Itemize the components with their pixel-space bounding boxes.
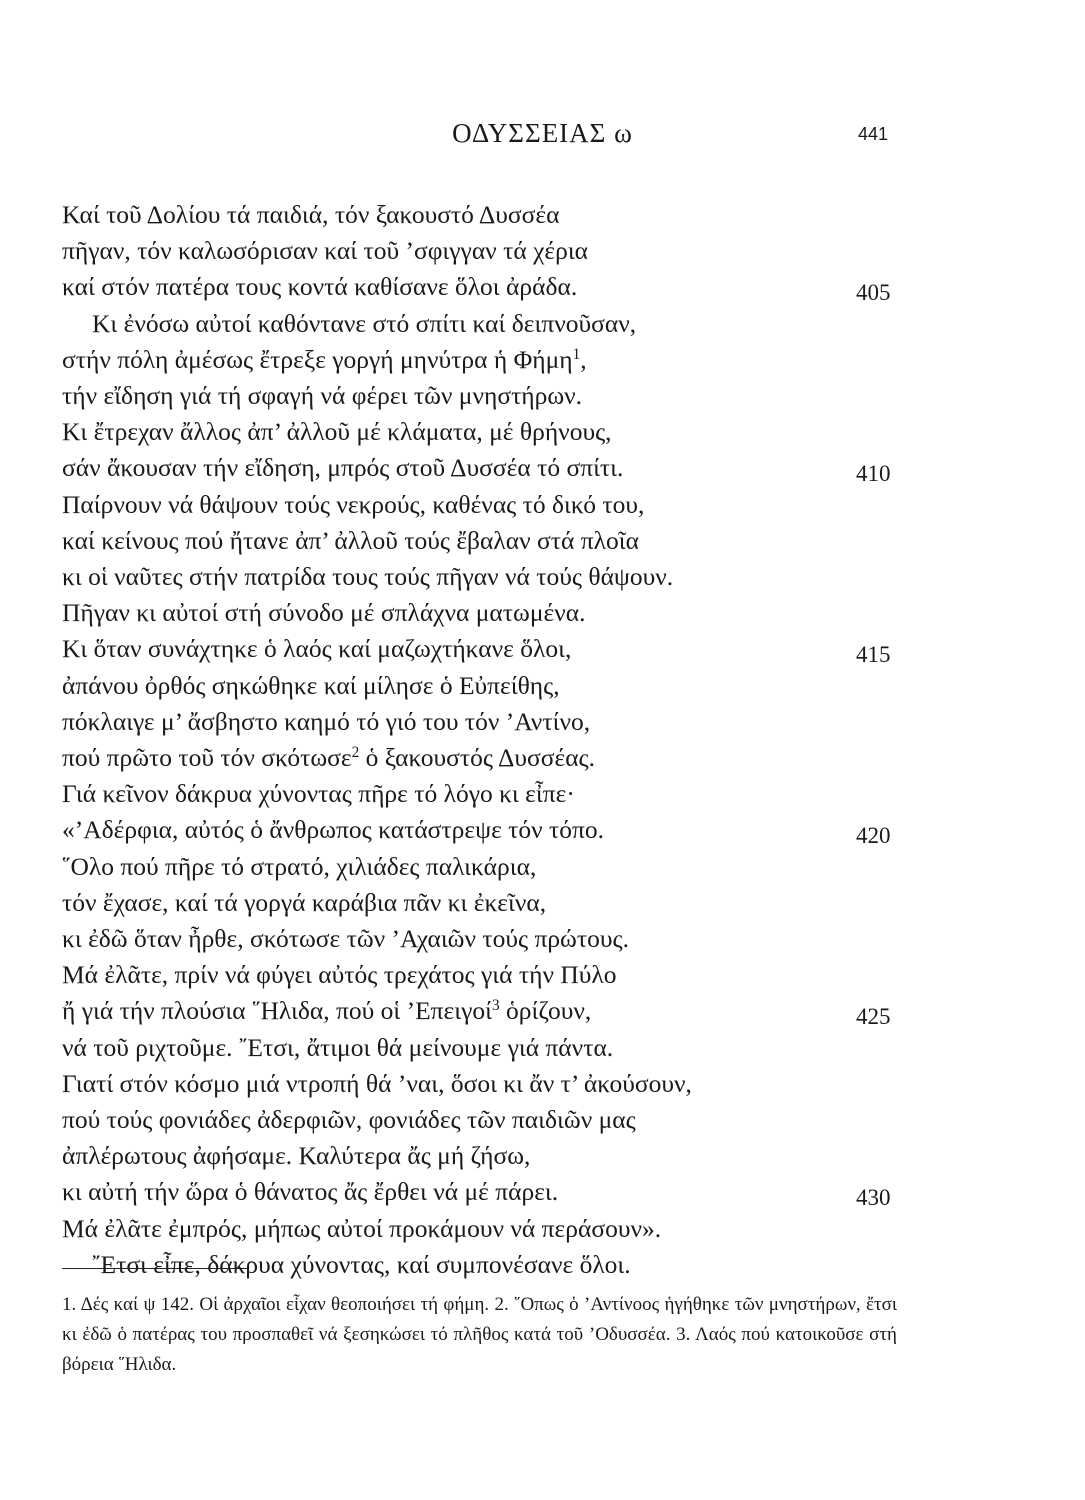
verse-line: [0, 306, 1085, 342]
verse-line: [0, 1211, 1085, 1247]
verse-text: [62, 269, 577, 305]
verse-line: [0, 414, 1085, 450]
line-number: 420: [856, 823, 891, 849]
verse-text: [62, 487, 644, 523]
verse-line: [0, 921, 1085, 957]
verse-text: [62, 740, 595, 776]
verse-main-text: ἤ γιά τήν πλούσια ῞Ηλιδα, πού οἱ ’Επειγοί: [62, 996, 492, 1026]
verse-text: [62, 849, 536, 885]
verse-continuation: ὁρίζουν,: [499, 996, 592, 1026]
verse-main-text: κι ἐδῶ ὅταν ἦρθε, σκότωσε τῶν ’Αχαιῶν τούς πρώτους.: [62, 924, 629, 953]
verse-line: [0, 668, 1085, 704]
verse-line: [0, 197, 1085, 233]
verse-text: [92, 306, 636, 342]
verse-text: [62, 1138, 530, 1174]
footnote-marker: 1: [572, 345, 581, 363]
verse-text: [62, 450, 623, 486]
footnote-marker: 2: [351, 743, 360, 761]
verse-line: [0, 1247, 1085, 1283]
verse-text: [62, 378, 582, 414]
verse-line: [0, 487, 1085, 523]
verse-main-text: καί στόν πατέρα τους κοντά καθίσανε ὅλοι ἀράδα.: [62, 272, 578, 302]
verse-text: [62, 1174, 558, 1210]
verse-main-text: Μά ἐλᾶτε ἐμπρός, μήπως αὐτοί προκάμουν νά περάσουν».: [62, 1213, 662, 1243]
verse-continuation: ,: [580, 344, 587, 374]
verse-text: [62, 812, 604, 848]
verse-line: [0, 342, 1085, 378]
verse-text: [62, 993, 591, 1029]
verse-line: [0, 740, 1085, 776]
verse-line: [0, 631, 1085, 667]
verse-line: [0, 559, 1085, 595]
verse-main-text: Παίρνουν νά θάψουν τούς νεκρούς, καθένας τό δικό του,: [62, 489, 645, 519]
footnote-rule: [62, 1268, 247, 1269]
verse-main-text: νά τοῦ ριχτοῦμε. ῎Ετσι, ἄτιμοι θά μείνουμε γιά πάντα.: [62, 1032, 614, 1062]
verse-text: [62, 233, 588, 269]
verse-main-text: Πῆγαν κι αὐτοί στή σύνοδο μέ σπλάχνα ματωμένα.: [62, 598, 586, 628]
verse-text: [62, 668, 560, 704]
verse-line: [0, 378, 1085, 414]
verse-main-text: τήν εἴδηση γιά τή σφαγή νά φέρει τῶν μνηστήρων.: [62, 381, 583, 410]
footnotes: 1. Δές καί ψ 142. Οἱ ἀρχαῖοι εἶχαν θεοποιήσει τή φήμη. 2. ῞Οπως ὁ ’Αντίνοος ἡγήθηκε τῶν μνηστήρων, ἔτσι κι ἐδῶ ὁ πατέρας του προσπαθεῖ νά ξεσηκώσει τό πλῆθος κατά τοῦ ’Οδυσσέα. 3. Λαός πού κατοικοῦσε στή βόρεια ῞Ηλιδα.: [62, 1294, 897, 1375]
verse-line: [0, 849, 1085, 885]
verse-text: [62, 776, 575, 812]
page-number: 441: [858, 124, 889, 144]
verse-main-text: Καί τοῦ Δολίου τά παιδιά, τόν ξακουστό Δυσσέα: [62, 200, 560, 229]
verse-main-text: κι αὐτή τήν ὥρα ὁ θάνατος ἄς ἔρθει νά μέ πάρει.: [62, 1177, 559, 1207]
verse-main-text: σάν ἄκουσαν τήν εἴδηση, μπρός στοῦ Δυσσέα τό σπίτι.: [62, 453, 624, 483]
line-number: 430: [856, 1185, 891, 1211]
verse-main-text: πῆγαν, τόν καλωσόρισαν καί τοῦ ’σφιγγαν τά χέρια: [62, 236, 589, 266]
verse-main-text: ῞Ολο πού πῆρε τό στρατό, χιλιάδες παλικάρια,: [62, 851, 537, 881]
verse-main-text: Μά ἐλᾶτε, πρίν νά φύγει αὐτός τρεχάτος γιά τήν Πύλο: [62, 960, 617, 990]
verse-main-text: Γιατί στόν κόσμο μιά ντροπή θά ’ναι, ὅσοι κι ἄν τ’ ἀκούσουν,: [62, 1068, 692, 1098]
footnote-marker: 3: [491, 997, 500, 1015]
verse-text: [62, 885, 546, 921]
verse-text: [62, 631, 571, 667]
verse-text: [62, 342, 587, 378]
verse-text: [62, 559, 673, 595]
verse-text: [62, 595, 585, 631]
verse-line: [0, 450, 1085, 486]
verse-main-text: πού πρῶτο τοῦ τόν σκότωσε: [62, 743, 352, 772]
verse-main-text: Κι ἐνόσω αὐτοί καθόντανε στό σπίτι καί δειπνοῦσαν,: [92, 308, 637, 338]
verse-main-text: «’Αδέρφια, αὐτός ὁ ἄνθρωπος κατάστρεψε τόν τόπο.: [62, 815, 605, 845]
line-number: 405: [856, 280, 891, 306]
line-number: 425: [856, 1004, 891, 1030]
verse-main-text: Κι ἔτρεχαν ἄλλος ἀπ’ ἀλλοῦ μέ κλάματα, μέ θρήνους,: [62, 417, 612, 447]
verse-main-text: ἀπάνου ὀρθός σηκώθηκε καί μίλησε ὁ Εὐπείθης,: [62, 670, 560, 700]
verse-line: [0, 595, 1085, 631]
verse-line: [0, 885, 1085, 921]
verse-line: [0, 1030, 1085, 1066]
line-number: 410: [856, 461, 891, 487]
verse-text: [62, 704, 590, 740]
verse-main-text: Κι ὅταν συνάχτηκε ὁ λαός καί μαζωχτήκανε ὅλοι,: [62, 634, 572, 664]
verse-main-text: στήν πόλη ἀμέσως ἔτρεξε γοργή μηνύτρα ἡ Φήμη: [62, 344, 573, 374]
verse-line: [0, 957, 1085, 993]
verse-line: [0, 233, 1085, 269]
verse-line: [0, 523, 1085, 559]
verse-main-text: Γιά κεῖνον δάκρυα χύνοντας πῆρε τό λόγο κι εἶπε·: [62, 779, 575, 809]
running-head: ΟΔΥΣΣΕΙΑΣ ω: [452, 118, 633, 148]
verse-main-text: ἀπλέρωτους ἀφήσαμε. Καλύτερα ἄς μή ζήσω,: [62, 1141, 531, 1171]
verse-main-text: κι οἱ ναῦτες στήν πατρίδα τους τούς πῆγαν νά τούς θάψουν.: [62, 562, 674, 591]
verse-text: [62, 1030, 613, 1066]
verse-line: [0, 1174, 1085, 1210]
verse-line: [0, 704, 1085, 740]
line-number: 415: [856, 642, 891, 668]
verse-text: [62, 957, 617, 993]
verse-text: [62, 197, 560, 233]
verse-main-text: πού τούς φονιάδες ἀδερφιῶν, φονιάδες τῶν παιδιῶν μας: [62, 1105, 636, 1134]
verse-main-text: ῎Ετσι εἶπε, δάκρυα χύνοντας, καί συμπονέσανε ὅλοι.: [92, 1249, 631, 1279]
verse-text: [62, 1102, 636, 1138]
verse-line: [0, 776, 1085, 812]
verse-line: [0, 812, 1085, 848]
verse-text: [62, 414, 612, 450]
verse-text: [62, 921, 629, 957]
verse-main-text: τόν ἔχασε, καί τά γοργά καράβια πᾶν κι ἐκεῖνα,: [62, 887, 547, 917]
verse-text: [62, 1066, 692, 1102]
verse-main-text: καί κείνους πού ἤτανε ἀπ’ ἀλλοῦ τούς ἔβαλαν στά πλοῖα: [62, 525, 639, 555]
verse-line: [0, 993, 1085, 1029]
verse-line: [0, 1138, 1085, 1174]
verse-text: [62, 1211, 661, 1247]
verse-continuation: ὁ ξακουστός Δυσσέας.: [359, 743, 596, 772]
verse-line: [0, 1066, 1085, 1102]
verse-line: [0, 269, 1085, 305]
verse-main-text: πόκλαιγε μ’ ἄσβηστο καημό τό γιό του τόν ’Αντίνο,: [62, 706, 591, 736]
verse-text: [62, 523, 639, 559]
verse-line: [0, 1102, 1085, 1138]
verse-text: [92, 1247, 631, 1283]
